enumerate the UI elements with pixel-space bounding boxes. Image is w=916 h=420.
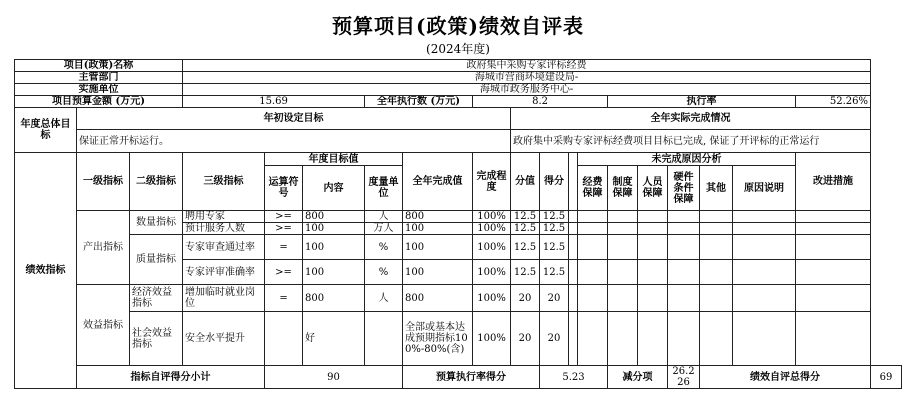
goals-planned-label: 年初设定目标 <box>77 108 511 130</box>
info-row-dept <box>15 72 902 84</box>
row-got: 20 <box>540 285 569 312</box>
row-unit: % <box>365 260 403 285</box>
row-completion: 100% <box>473 211 511 223</box>
impl-label: 实施单位 <box>15 84 183 96</box>
row-name: 增加临时就业岗位 <box>183 285 265 312</box>
row-completion: 100% <box>473 235 511 260</box>
rate-label: 执行率 <box>608 96 796 108</box>
evaluation-table <box>14 59 902 389</box>
social-label: 社会效益指标 <box>130 312 183 366</box>
hdr-score: 分值 <box>511 153 540 211</box>
row-done: 800 <box>403 211 473 223</box>
subtotal-label: 指标自评得分小计 <box>77 366 265 389</box>
row-content: 800 <box>303 211 365 223</box>
goals-actual-label: 全年实际完成情况 <box>511 108 871 130</box>
row-score: 20 <box>511 312 540 366</box>
goals-actual-text: 政府集中采购专家评标经费项目目标已完成, 保证了开评标的正常运行 <box>511 130 871 153</box>
hdr-r-system: 制度保障 <box>608 166 638 211</box>
benefit-label: 效益指标 <box>77 285 130 366</box>
hdr-completion: 完成程度 <box>473 153 511 211</box>
row-unit <box>365 312 403 366</box>
row-done: 100 <box>403 260 473 285</box>
page-year: (2024年度) <box>426 42 490 56</box>
hdr-annual-done: 全年完成值 <box>403 153 473 211</box>
total-value: 69 <box>871 366 902 389</box>
row-content: 100 <box>303 223 365 235</box>
dept-value: 海城市营商环境建设局- <box>183 72 871 84</box>
row-name: 专家评审准确率 <box>183 260 265 285</box>
table-row <box>15 235 902 260</box>
info-row-budget <box>15 96 902 108</box>
hdr-r-note: 原因说明 <box>733 166 796 211</box>
row-name: 聘用专家 <box>183 211 265 223</box>
quality-label: 质量指标 <box>130 235 183 285</box>
project-name-value: 政府集中采购专家评标经费 <box>183 60 871 72</box>
row-op <box>265 312 303 366</box>
executed-value: 8.2 <box>473 96 608 108</box>
row-unit: 万人 <box>365 223 403 235</box>
row-unit: 人 <box>365 211 403 223</box>
row-got: 12.5 <box>540 260 569 285</box>
hdr-level1: 一级指标 <box>77 153 130 211</box>
hdr-unit: 度量单位 <box>365 166 403 211</box>
hdr-reasons: 未完成原因分析 <box>578 153 796 166</box>
goals-header-row <box>15 108 902 130</box>
row-name: 安全水平提升 <box>183 312 265 366</box>
row-op: >= <box>265 223 303 235</box>
subtotal-value: 90 <box>265 366 403 389</box>
hdr-r-staff: 人员保障 <box>638 166 668 211</box>
info-row-impl <box>15 84 902 96</box>
table-row <box>15 312 902 366</box>
budget-score-label: 预算执行率得分 <box>403 366 540 389</box>
row-done: 100 <box>403 223 473 235</box>
deduct-value: 26.226 <box>668 366 700 389</box>
hdr-r-fund: 经费保障 <box>578 166 608 211</box>
row-op: = <box>265 285 303 312</box>
hdr-r-hardware: 硬件条件保障 <box>668 166 700 211</box>
quantity-label: 数量指标 <box>130 211 183 235</box>
hdr-r-other: 其他 <box>700 166 733 211</box>
row-done: 800 <box>403 285 473 312</box>
hdr-annual-target: 年度目标值 <box>265 153 403 166</box>
budget-score-value: 5.23 <box>540 366 608 389</box>
row-done: 全部或基本达成预期指标100%-80%(含) <box>403 312 473 366</box>
row-content: 100 <box>303 260 365 285</box>
perf-header-row-1 <box>15 153 902 166</box>
perf-section-label: 绩效指标 <box>15 153 77 389</box>
row-completion: 100% <box>473 260 511 285</box>
goals-section-label: 年度总体目标 <box>15 108 77 153</box>
row-op: >= <box>265 260 303 285</box>
row-done: 100 <box>403 235 473 260</box>
row-content: 100 <box>303 235 365 260</box>
econ-label: 经济效益指标 <box>130 285 183 312</box>
page-title: 预算项目(政策)绩效自评表 <box>332 14 584 38</box>
table-row <box>15 211 902 223</box>
hdr-level3: 三级指标 <box>183 153 265 211</box>
budget-label: 项目预算金额 (万元) <box>15 96 183 108</box>
row-got: 20 <box>540 312 569 366</box>
row-op: = <box>265 235 303 260</box>
goals-content-row <box>15 130 902 153</box>
row-score: 12.5 <box>511 211 540 223</box>
row-score: 12.5 <box>511 260 540 285</box>
row-score: 20 <box>511 285 540 312</box>
project-name-label: 项目(政策)名称 <box>15 60 183 72</box>
dept-label: 主管部门 <box>15 72 183 84</box>
hdr-got: 得分 <box>540 153 569 211</box>
output-label: 产出指标 <box>77 211 130 285</box>
footer-row <box>15 366 902 389</box>
hdr-improve: 改进措施 <box>796 153 871 211</box>
goals-planned-text: 保证正常开标运行。 <box>77 130 511 153</box>
row-got: 12.5 <box>540 223 569 235</box>
budget-value: 15.69 <box>183 96 365 108</box>
row-unit: % <box>365 235 403 260</box>
row-completion: 100% <box>473 223 511 235</box>
impl-value: 海城市政务服务中心- <box>183 84 871 96</box>
executed-label: 全年执行数 (万元) <box>365 96 473 108</box>
row-got: 12.5 <box>540 235 569 260</box>
deduct-label: 减分项 <box>608 366 668 389</box>
row-content: 800 <box>303 285 365 312</box>
row-name: 预计服务人数 <box>183 223 265 235</box>
table-row <box>15 285 902 312</box>
row-score: 12.5 <box>511 235 540 260</box>
hdr-op: 运算符号 <box>265 166 303 211</box>
row-score: 12.5 <box>511 223 540 235</box>
row-op: >= <box>265 211 303 223</box>
row-got: 12.5 <box>540 211 569 223</box>
row-unit: 人 <box>365 285 403 312</box>
rate-value: 52.26% <box>796 96 871 108</box>
info-row-name <box>15 60 902 72</box>
row-completion: 100% <box>473 285 511 312</box>
hdr-content: 内容 <box>303 166 365 211</box>
row-completion: 100% <box>473 312 511 366</box>
spacer-cell <box>569 153 578 211</box>
hdr-level2: 二级指标 <box>130 153 183 211</box>
row-content: 好 <box>303 312 365 366</box>
row-name: 专家审查通过率 <box>183 235 265 260</box>
total-label: 绩效自评总得分 <box>700 366 871 389</box>
